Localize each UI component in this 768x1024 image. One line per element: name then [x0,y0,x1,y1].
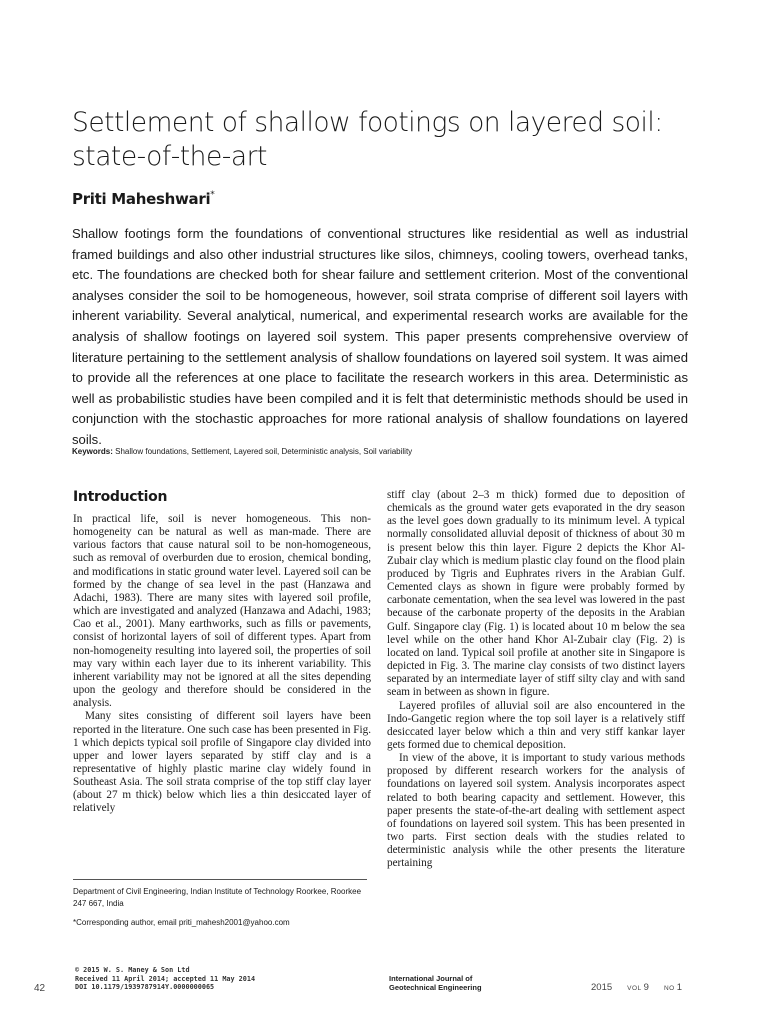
body-paragraph: stiff clay (about 2–3 m thick) formed due to deposition of chemicals as the ground water gets evaporated in the dry season as the level goes down gradually to its minimum level. A typical normally consolidated alluvial deposit of thickness of about 30 m is present below this thin layer. Figure 2 depicts the Khor Al-Zubair clay which is medium plastic clay found on the flood plain produced by Tigris and Euphrates rivers in the Arabian Gulf. Cemented clays as shown in figure were probably formed by carbonate cementation, when the sea level was lowered in the past because of the carbonate property of the deposits in the Arabian Gulf. Singapore clay (Fig. 1) is located about 10 m below the sea level while on the other hand Khor Al-Zubair clay (Fig. 2) is located on land. Typical soil profile at another site in Singapore is depicted in Fig. 3. The marine clay consists of two distinct layers separated by an intermediate layer of stiff silty clay and with sand seam in between as shown in figure. [387,489,685,699]
body-paragraph: In practical life, soil is never homogeneous. This non-homogeneity can be natural as well as man-made. There are various factors that cause natural soil to be non-homogeneous, such as removal of overburden due to erosion, chemical bonding, and modifications in static ground water level. Layered soil can be formed by the change of sea level in the past (Hanzawa and Adachi, 1983). There are many sites with layered soil profile, which are investigated and analyzed (Hanzawa and Adachi, 1983; Cao et al., 2001). Many earthworks, such as fills or pavements, consist of horizontal layers of soil of different types. Apart from non-homogeneity resulting into layered soil, the properties of soil may vary within each layer due to its inherent variability. This inherent variability may not be ignored at all the sites depending upon the geology and therefore should be considered in the analysis. [73,513,371,710]
section-heading-introduction: Introduction [73,489,168,505]
body-paragraph: In view of the above, it is important to study various methods proposed by different research workers for the analysis of foundations on layered soil system. Analysis incorporates aspect related to both bearing capacity and settlement. However, this paper presents the state-of-the-art dealing with settlement aspect of foundations on layered soil system. This has been presented in two parts. First section deals with the studies related to deterministic analysis while the other presents the literature pertaining [387,752,685,870]
volume-number: 9 [643,982,649,993]
article-title: Settlement of shallow footings on layered soil: state-of-the-art [72,107,663,172]
keywords-label: Keywords: [72,447,113,456]
received-line: Received 11 April 2014; accepted 11 May 2014 [75,974,256,983]
publication-year: 2015 [591,982,613,993]
journal-name-line: International Journal of [389,974,473,983]
doi-line: DOI 10.1179/1939787914Y.0000000065 [75,983,215,992]
author-name: Priti Maheshwari [72,190,211,208]
abstract: Shallow footings form the foundations of conventional structures like residential as well as industrial framed buildings and also other industrial structures like silos, chimneys, cooling towers, overhead tanks, etc. The foundations are checked both for shear failure and settlement criterion. Most of the conventional analyses consider the soil to be homogeneous, however, soil strata comprise of different soil layers with inherent variability. Several analytical, numerical, and experimental research works are available for the analysis of shallow footings on layered soil system. This paper presents comprehensive overview of literature pertaining to the settlement analysis of shallow foundations on layered soil system. It was aimed to provide all the references at one place to facilitate the research workers in this area. Deterministic as well as probabilistic studies have been compiled and it is felt that deterministic methods should be used in conjunction with the stochastic approaches for more rational analysis of shallow foundations on layered soils. [72,226,688,447]
body-paragraph: Layered profiles of alluvial soil are also encountered in the Indo-Gangetic region where the top soil layer is a relatively stiff desiccated layer below which a thin and very stiff kankar layer gets formed due to chemical deposition. [387,699,685,751]
corresponding-author-footnote: *Corresponding author, email priti_mahesh2001@yahoo.com [73,918,290,927]
volume-label: VOL [627,985,642,992]
copyright-line: © 2015 W. S. Maney & Son Ltd [75,966,190,974]
volume-issue-info [591,982,682,993]
footnote-divider [73,879,367,880]
journal-name-line: Geotechnical Engineering [389,982,482,992]
body-paragraph: Many sites consisting of different soil layers have been reported in the literature. One such case has been presented in Fig. 1 which depicts typical soil profile of Singapore clay divided into upper and lower layers separated by stiff clay and is a representative of highly plastic marine clay widely found in Southeast Asia. The soil strata comprise of the top stiff clay layer (about 27 m thick) below which lies a thin desiccated layer of relatively [73,710,371,815]
publication-info [75,966,255,992]
issue-label: NO [663,985,675,992]
page-number: 42 [34,983,46,994]
issue-number: 1 [676,982,682,993]
right-column [387,489,685,871]
keywords-list: Shallow foundations, Settlement, Layered soil, Deterministic analysis, Soil variability [115,447,413,456]
journal-name [389,975,482,992]
keywords-line [72,446,688,458]
affiliation-footnote: Department of Civil Engineering, Indian Institute of Technology Roorkee, Roorkee 247 667, India [73,887,362,908]
author-line [72,190,215,208]
left-column [73,488,371,816]
corresponding-author-mark: * [210,190,215,200]
